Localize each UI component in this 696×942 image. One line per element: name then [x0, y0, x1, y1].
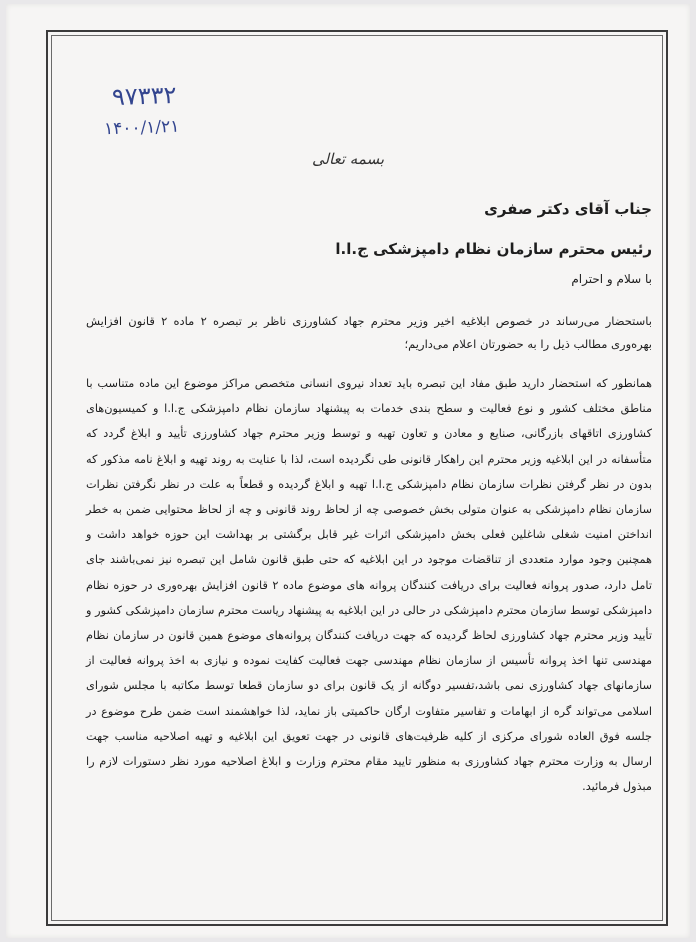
recipient-title: رئیس محترم سازمان نظام دامپزشکی ج.ا.ا [335, 240, 652, 258]
body-paragraph-intro [86, 310, 652, 356]
basmala-heading: بسمه تعالی [311, 150, 385, 168]
paragraph-text: باستحضار می‌رساند در خصوص ابلاغیه اخیر وزیر محترم جهاد کشاورزی ناظر بر تبصره ۲ ماده ۲ قانون افزایش بهره‌وری مطالب ذیل را به حضورتان اعلام می‌داریم؛ [86, 314, 652, 351]
body-paragraph-main [86, 371, 652, 799]
greeting: با سلام و احترام [571, 272, 652, 286]
paragraph-text: همانطور که استحضار دارید طبق مفاد این تبصره باید تعداد نیروی انسانی متخصص مراکز موضوع این ماده متناسب با مناطق مختلف کشور و نوع فعالیت و سطح بندی خدمات به پیشنهاد سازمان نظام دامپزشکی ج.ا.ا و کمیسیون‌های کشاورزی اتاقهای بازرگانی، صنایع و معادن و تعاون تهیه و توسط وزیر محترم جهاد کشاورزی تأیید و ابلاغ گردد که متأسفانه در این ابلاغیه وزیر محترم این راهکار قانونی طی نگردیده است، لذا با عنایت به روند تهیه و ابلاغ نامه مذکور که بدون در نظر گرفتن نظرات سازمان نظام دامپزشکی ج.ا.ا تهیه و ابلاغ گردیده و قطعاً به علت در نظر نگرفتن نظرات سازمان نظام دامپزشکی به عنوان متولی بخش خصوصی چه از لحاظ روند قانونی و چه از لحاظ محتوایی ضمن به خطر انداختن امنیت شغلی شاغلین فعلی بخش دامپزشکی اثرات غیر قابل برگشتی بر بهداشت این حوزه خواهد داشت و همچنین وجود موارد متعددی از تناقضات موجود در این ابلاغیه که حتی طبق قانون شامل این تبصره نیز نمی‌باشند جای تامل دارد، صدور پروانه فعالیت برای دریافت کنندگان پروانه های موضوع ماده ۲ قانون افزایش بهره‌وری در حوزه نظام دامپزشکی توسط سازمان محترم دامپزشکی در حالی در این ابلاغیه به پیشنهاد ریاست محترم سازمان دامپزشکی کشور و تأیید وزیر محترم جهاد کشاورزی لحاظ گردیده که جهت دریافت کنندگان پروانه‌های موضوع همین قانون در سازمان نظام مهندسی تنها اخذ پروانه تأسیس از سازمان نظام مهندسی جهت فعالیت کفایت نموده و نیازی به اخذ پروانه فعالیت از سازمانهای جهاد کشاورزی نمی باشد،تفسیر دوگانه از یک قانون برای دو سازمان قطعا توسط مکاتبه با مجلس شورای اسلامی می‌تواند گره از ابهامات و تفاسیر متفاوت ارگان حاکمیتی باز نماید، لذا خواهشمند است ضمن طرح موضوع در جلسه فوق العاده شورای مرکزی از کلیه ظرفیت‌های قانونی در جهت تعویق این ابلاغیه و تهیه اصلاحیه مناسب جهت ارسال به وزارت محترم جهاد کشاورزی به منظور تایید مقام محترم وزارت و ابلاغ اصلاحیه مورد نظر دستورات لازم را مبذول فرمائید. [86, 377, 652, 794]
handwritten-registration-number: ۹۷۳۳۲ [111, 80, 177, 112]
recipient-name: جناب آقای دکتر صفری [484, 200, 652, 218]
handwritten-date: ۱۴۰۰/۱/۲۱ [103, 116, 180, 140]
